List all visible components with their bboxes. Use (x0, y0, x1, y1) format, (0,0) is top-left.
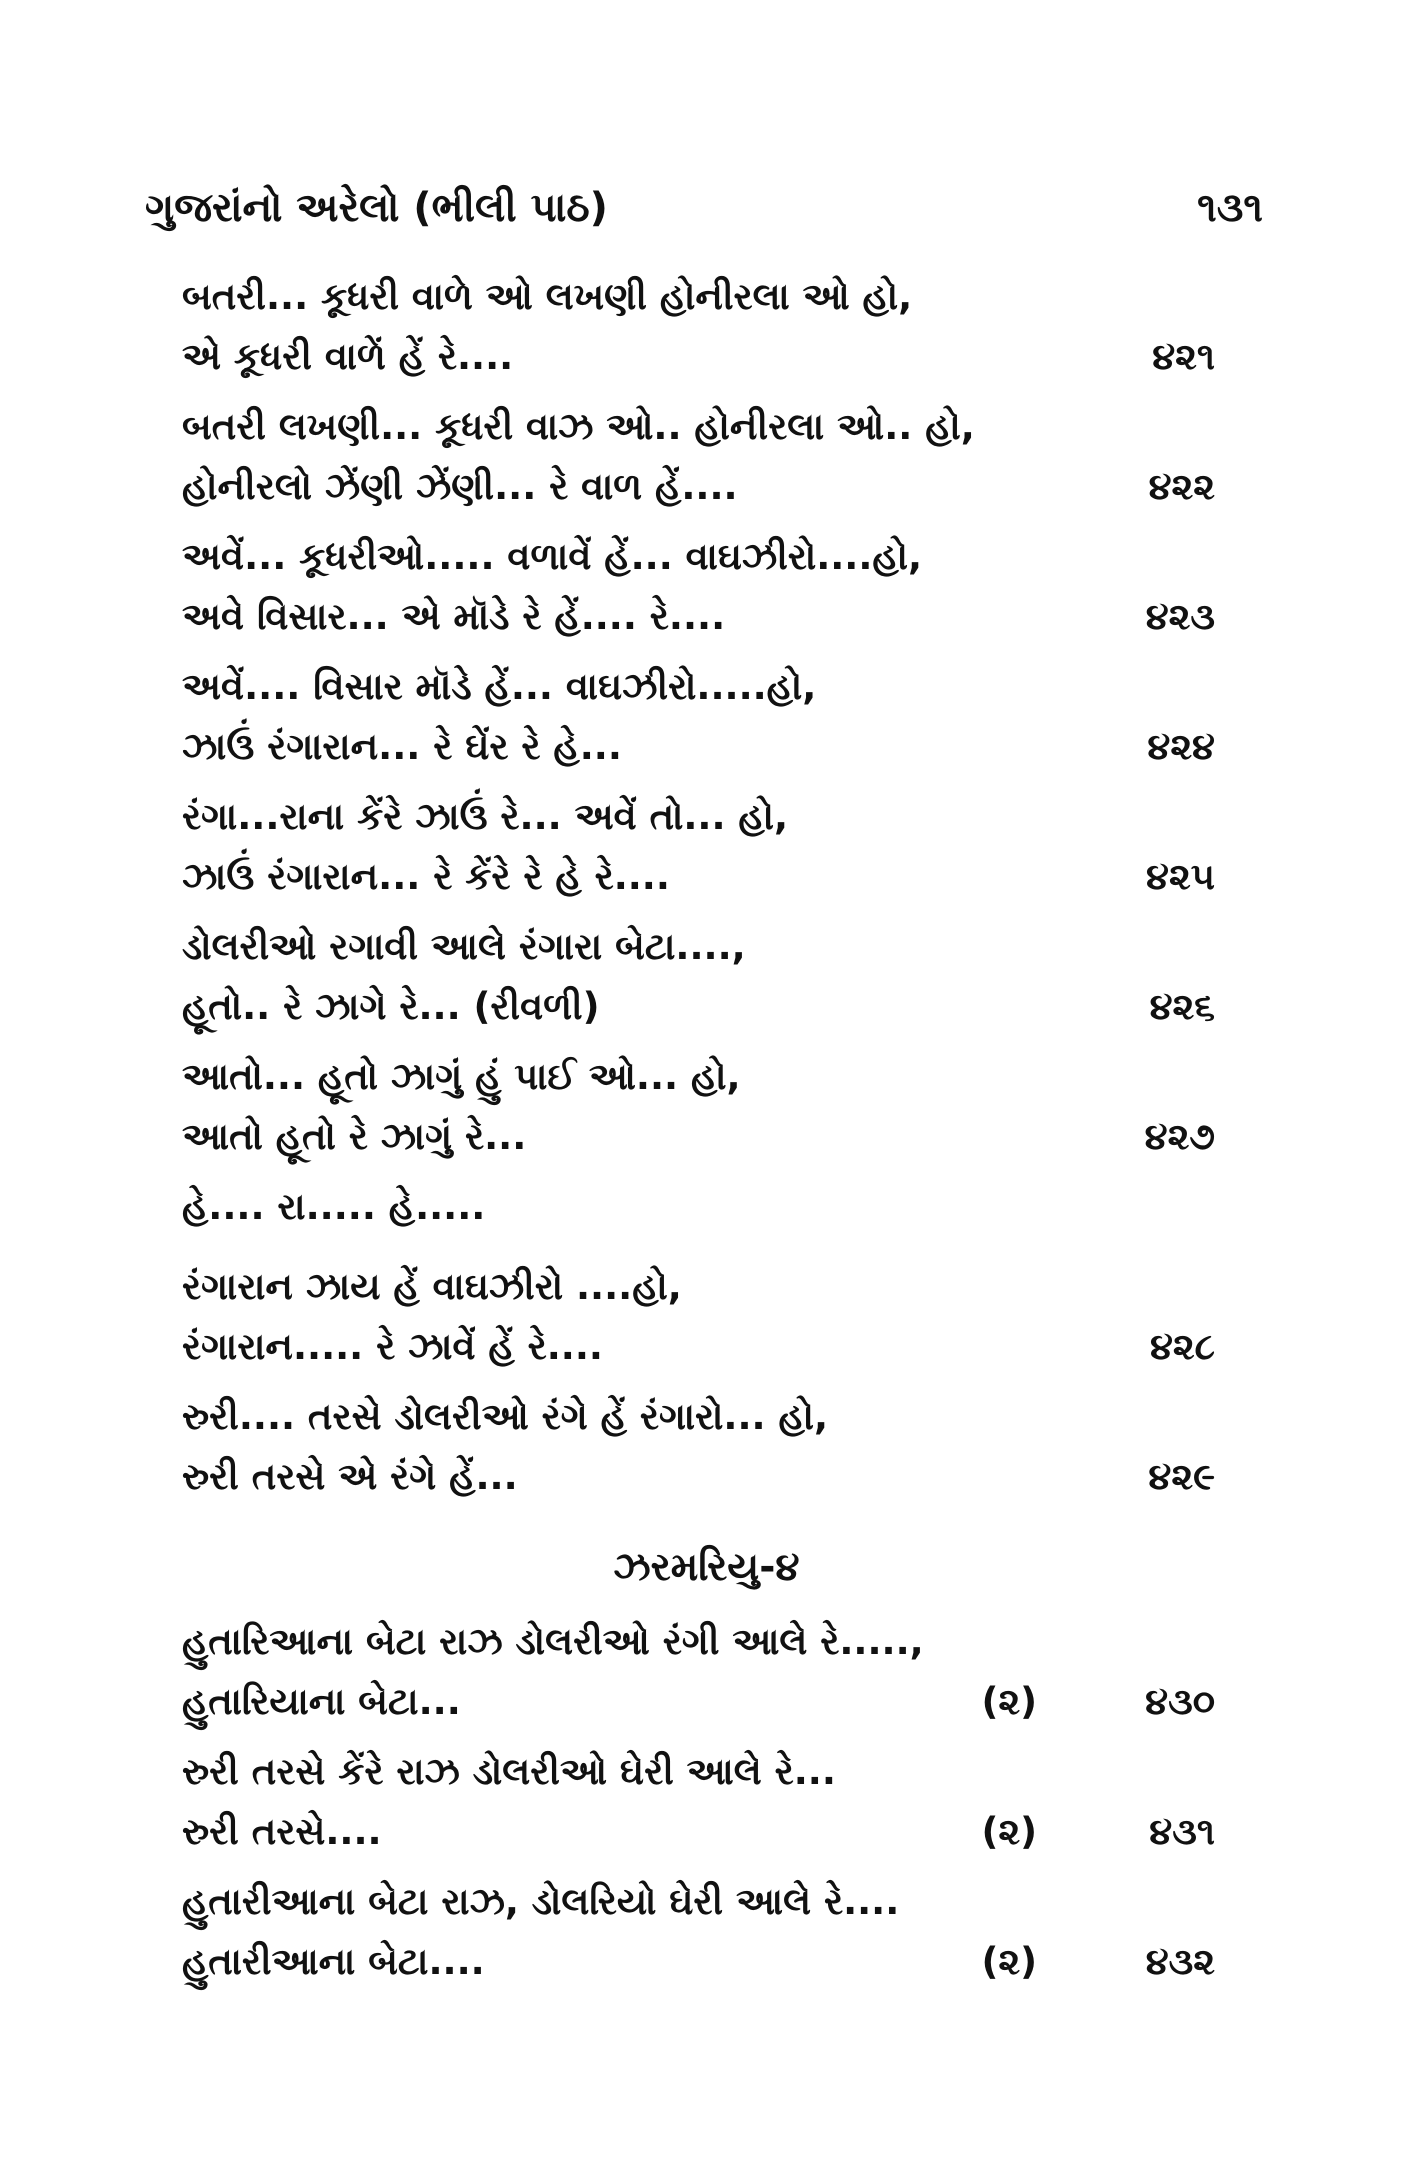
verse-number: ૪૨૨ (1148, 465, 1215, 508)
verse-427 (182, 1055, 1237, 1175)
verse-line-text: રુરી તરસે કેંરે રાઝ ડોલરીઓ ઘેરી આલે રે... (182, 1750, 836, 1793)
verse-line (182, 1455, 1237, 1515)
verse-line-text: બતરી લખણી... કૂધરી વાઝ ઓ.. હોનીરલા ઓ.. હો, (182, 405, 975, 448)
verse-number: ૪૨૩ (1145, 595, 1215, 638)
verse-430 (182, 1620, 1237, 1740)
verse-425 (182, 795, 1237, 915)
verse-number: ૪૨૧ (1152, 335, 1215, 378)
verse-line (182, 1810, 1237, 1870)
verse-line (182, 1620, 1237, 1680)
refrain (182, 1185, 1237, 1245)
verse-line-text: હે.... રા..... હે..... (182, 1185, 486, 1228)
verse-line-text: હૂતો.. રે ઝાગે રે... (રીવળી) (182, 985, 600, 1028)
verse-line-text: બતરી... કૂધરી વાળે ઓ લખણી હોનીરલા ઓ હો, (182, 275, 913, 318)
verse-line-text: અવે વિસાર... એ મૉડે રે હેં.... રે.... (182, 595, 726, 638)
verse-number: ૪૩૦ (1145, 1680, 1215, 1723)
verse-line-text: એ કૂધરી વાળેં હેં રે.... (182, 335, 514, 378)
verse-line-text: હુતારીઆના બેટા રાઝ, ડોલરિયો ઘેરી આલે રે.... (182, 1880, 900, 1923)
verse-line (182, 1265, 1237, 1325)
verse-line (182, 595, 1237, 655)
verse-428 (182, 1265, 1237, 1385)
verse-line-text: હુતારિયાના બેટા... (182, 1680, 461, 1723)
verse-line-text: રંગારાન ઝાય હેં વાઘઝીરો ....હો, (182, 1265, 682, 1308)
repeat-marker: (૨) (981, 1940, 1037, 1983)
verse-line-text: ડોલરીઓ રગાવી આલે રંગારા બેટા...., (182, 925, 746, 968)
repeat-marker: (૨) (981, 1810, 1037, 1853)
page-header (145, 185, 1263, 245)
verse-number: ૪૩૨ (1145, 1940, 1215, 1983)
verse-line-text: હુતારિઆના બેટા રાઝ ડોલરીઓ રંગી આલે રે....., (182, 1620, 924, 1663)
verse-line-text: રુરી તરસે.... (182, 1810, 382, 1853)
verse-421 (182, 275, 1237, 395)
verse-line (182, 1940, 1237, 2000)
verse-line (182, 535, 1237, 595)
verse-line (182, 465, 1237, 525)
verse-line (182, 1880, 1237, 1940)
verse-line (182, 725, 1237, 785)
verse-line-text: અવેં... કૂધરીઓ..... વળાવેં હેં... વાઘઝીરો....હો, (182, 535, 923, 578)
verse-line-text: રુરી તરસે એ રંગે હેં... (182, 1455, 518, 1498)
verse-line (182, 275, 1237, 335)
verse-426 (182, 925, 1237, 1045)
repeat-marker: (૨) (981, 1680, 1037, 1723)
verse-number: ૪૨૮ (1149, 1325, 1215, 1368)
verse-number: ૪૨૪ (1147, 725, 1215, 768)
verse-number: ૪૩૧ (1149, 1810, 1215, 1853)
verse-line (182, 665, 1237, 725)
verse-422 (182, 405, 1237, 525)
verse-line (182, 1680, 1237, 1740)
page-number: ૧૩૧ (1197, 185, 1263, 231)
verse-423 (182, 535, 1237, 655)
verse-line-text: રંગા...રાના કેંરે ઝાઉં રે... અવેં તો... હો, (182, 795, 789, 838)
verse-line-text: આતો... હૂતો ઝાગું હું પાઈ ઓ... હો, (182, 1055, 741, 1098)
verse-line (182, 1185, 1237, 1245)
verse-line (182, 1115, 1237, 1175)
verse-line (182, 335, 1237, 395)
verse-line (182, 985, 1237, 1045)
verse-number: ૪૨૯ (1148, 1455, 1215, 1498)
verse-line-text: રંગારાન..... રે ઝાવેં હેં રે.... (182, 1325, 603, 1368)
verse-line-text: હોનીરલો ઝેંણી ઝેંણી... રે વાળ હેં.... (182, 465, 738, 508)
verse-line (182, 855, 1237, 915)
verse-line-text: હુતારીઆના બેટા.... (182, 1940, 485, 1983)
verse-431 (182, 1750, 1237, 1870)
verse-432 (182, 1880, 1237, 2000)
running-title: ગુજરાંનો અરેલો (ભીલી પાઠ) (145, 185, 608, 231)
verse-number: ૪૨૫ (1146, 855, 1215, 898)
verse-line-text: ઝાઉં રંગારાન... રે ઘેંર રે હે... (182, 725, 622, 768)
verse-line (182, 1055, 1237, 1115)
verse-line-text: અવેં.... વિસાર મૉડે હેં... વાઘઝીરો.....હો, (182, 665, 817, 708)
verse-line-text: આતો હૂતો રે ઝાગું રે... (182, 1115, 527, 1158)
verse-line (182, 405, 1237, 465)
verse-line-text: રુરી.... તરસે ડોલરીઓ રંગે હેં રંગારો... હો, (182, 1395, 829, 1438)
verse-line (182, 795, 1237, 855)
verse-line (182, 925, 1237, 985)
verse-line (182, 1750, 1237, 1810)
verse-424 (182, 665, 1237, 785)
verse-line (182, 1325, 1237, 1385)
verse-line-text: ઝાઉં રંગારાન... રે કેંરે રે હે રે.... (182, 855, 670, 898)
section-heading: ઝરમરિયુ-૪ (613, 1545, 800, 1590)
verse-line (182, 1395, 1237, 1455)
verse-number: ૪૨૭ (1144, 1115, 1215, 1158)
verse-429 (182, 1395, 1237, 1515)
verse-number: ૪૨૬ (1149, 985, 1215, 1028)
